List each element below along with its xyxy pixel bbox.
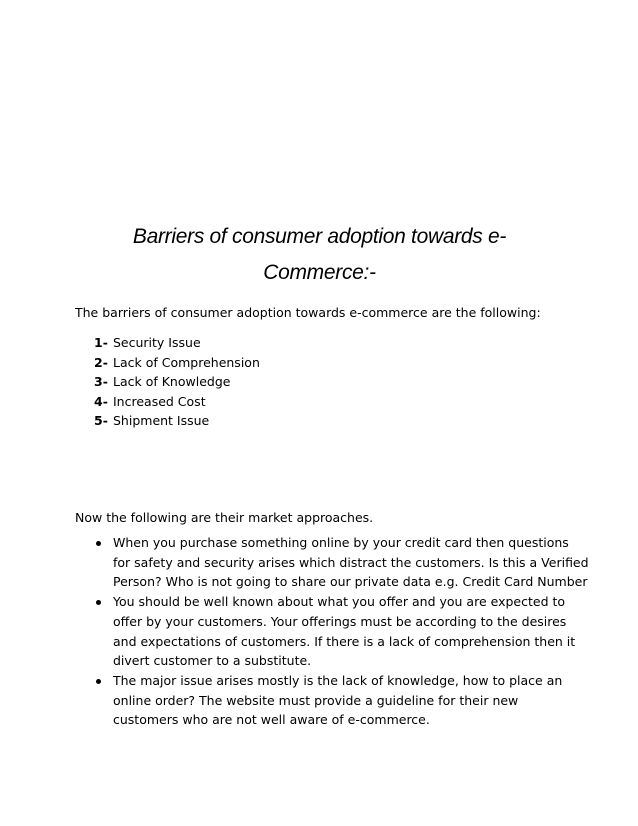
list-item-text: Security Issue (113, 335, 201, 350)
list-item-number: 4- (94, 393, 108, 409)
list-item (94, 392, 260, 412)
paragraph-line: divert customer to a substitute. (113, 653, 312, 669)
approaches-list (94, 533, 589, 730)
list-item (94, 411, 260, 431)
list-item-text: Shipment Issue (113, 413, 210, 428)
list-item (94, 592, 576, 671)
list-item-number: 2- (94, 354, 108, 370)
paragraph-line: customers who are not well aware of e-commerce. (113, 712, 430, 728)
paragraph-line: You should be well known about what you offer and you are expected to (113, 594, 566, 610)
document-title-line-1: Barriers of consumer adoption towards e- (132, 225, 507, 248)
list-item (94, 372, 260, 392)
list-item-text: Lack of Knowledge (113, 374, 231, 389)
paragraph-line: offer by your customers. Your offerings must be according to the desires (113, 613, 567, 629)
barriers-intro: The barriers of consumer adoption towards e-commerce are the following: (75, 305, 541, 320)
barriers-list (94, 333, 260, 431)
list-item-number: 3- (94, 374, 108, 389)
list-item-number: 1- (94, 335, 108, 350)
paragraph-line: and expectations of customers. If there is a lack of comprehension then it (113, 633, 576, 649)
paragraph-line: Person? Who is not going to share our private data e.g. Credit Card Number (113, 574, 588, 590)
list-item (94, 533, 589, 592)
bullet-icon (96, 679, 101, 684)
bullet-icon (96, 541, 101, 546)
list-item-number: 5- (94, 413, 108, 428)
paragraph-line: for safety and security arises which distract the customers. Is this a Verified (113, 554, 589, 570)
paragraph-line: The major issue arises mostly is the lack of knowledge, how to place an (113, 672, 563, 688)
bullet-icon (96, 600, 101, 605)
document-title-line-2: Commerce:- (263, 261, 376, 284)
list-item-text: Lack of Comprehension (113, 354, 260, 370)
list-item-text: Increased Cost (113, 393, 206, 409)
paragraph-line: When you purchase something online by your credit card then questions (113, 535, 569, 550)
list-item (94, 353, 260, 373)
list-item (94, 671, 563, 730)
list-item (94, 333, 260, 353)
paragraph-line: online order? The website must provide a guideline for their new (113, 692, 519, 708)
approaches-intro: Now the following are their market approaches. (75, 510, 374, 525)
